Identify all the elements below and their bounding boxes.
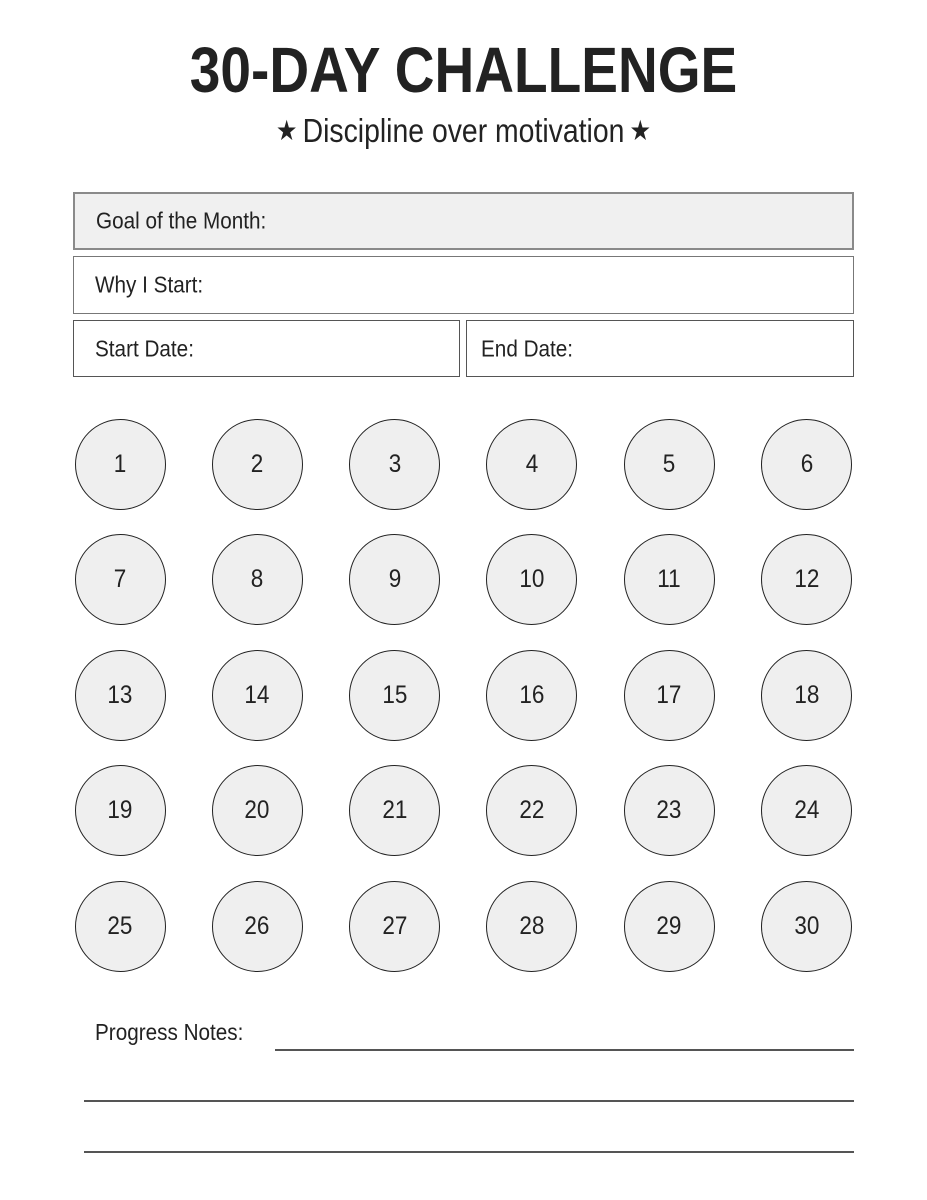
day-number: 19 xyxy=(107,796,133,824)
day-number: 4 xyxy=(525,449,539,478)
day-number: 10 xyxy=(519,565,545,593)
day-circle[interactable] xyxy=(761,419,852,510)
end-date-label: End Date: xyxy=(481,335,574,361)
day-circle[interactable] xyxy=(761,534,852,625)
day-circle[interactable] xyxy=(349,765,440,856)
day-number: 24 xyxy=(793,796,820,824)
day-circle[interactable] xyxy=(349,534,440,625)
day-number: 22 xyxy=(519,796,545,824)
notes-line[interactable] xyxy=(84,1100,854,1102)
page-title: 30-DAY CHALLENGE xyxy=(189,34,738,106)
day-number: 21 xyxy=(382,796,408,824)
day-circle[interactable] xyxy=(349,419,440,510)
goal-field[interactable] xyxy=(73,192,854,250)
day-circle[interactable] xyxy=(75,534,166,625)
notes-line[interactable] xyxy=(275,1049,854,1051)
day-circle[interactable] xyxy=(212,534,303,625)
day-circle[interactable] xyxy=(486,765,577,856)
notes-line[interactable] xyxy=(84,1151,854,1153)
day-circle[interactable] xyxy=(212,419,303,510)
end-date-field[interactable] xyxy=(466,320,854,377)
day-number: 18 xyxy=(793,680,820,709)
day-number: 15 xyxy=(382,680,408,709)
day-number: 16 xyxy=(519,680,545,709)
day-number: 3 xyxy=(388,449,401,478)
day-number: 5 xyxy=(662,449,676,478)
day-circle[interactable] xyxy=(624,534,715,625)
day-circle[interactable] xyxy=(349,650,440,741)
day-number: 26 xyxy=(244,911,270,940)
day-circle[interactable] xyxy=(624,881,715,972)
why-field[interactable] xyxy=(73,256,854,314)
day-number: 12 xyxy=(793,565,820,593)
day-number: 28 xyxy=(519,911,545,940)
day-number: 6 xyxy=(800,449,813,478)
day-circle[interactable] xyxy=(624,765,715,856)
day-circle[interactable] xyxy=(624,419,715,510)
day-number: 11 xyxy=(657,565,681,593)
start-date-field[interactable] xyxy=(73,320,460,377)
goal-label: Goal of the Month: xyxy=(96,207,267,234)
day-number: 8 xyxy=(251,565,264,593)
day-number: 29 xyxy=(656,911,682,940)
why-label: Why I Start: xyxy=(95,271,204,298)
day-number: 20 xyxy=(244,796,270,824)
day-number: 23 xyxy=(656,796,682,824)
day-circle[interactable] xyxy=(212,765,303,856)
day-number: 9 xyxy=(388,565,401,593)
start-date-label: Start Date: xyxy=(95,335,194,361)
day-number: 30 xyxy=(793,911,820,940)
day-circle[interactable] xyxy=(486,419,577,510)
day-number: 27 xyxy=(382,911,408,940)
day-circle[interactable] xyxy=(761,650,852,741)
subtitle-text: Discipline over motivation xyxy=(302,112,625,149)
day-circle[interactable] xyxy=(75,881,166,972)
day-circle[interactable] xyxy=(486,534,577,625)
day-circle[interactable] xyxy=(486,650,577,741)
day-number: 7 xyxy=(113,565,127,593)
day-circle[interactable] xyxy=(761,765,852,856)
day-circle[interactable] xyxy=(486,881,577,972)
day-number: 13 xyxy=(107,680,133,709)
day-number: 17 xyxy=(656,680,682,709)
day-circle[interactable] xyxy=(75,765,166,856)
day-circle[interactable] xyxy=(624,650,715,741)
day-circle[interactable] xyxy=(75,650,166,741)
day-number: 2 xyxy=(251,449,264,478)
progress-notes-label: Progress Notes: xyxy=(95,1019,244,1045)
star-icon: ★ xyxy=(275,115,298,146)
subtitle xyxy=(65,110,862,152)
day-number: 25 xyxy=(107,911,133,940)
day-number: 14 xyxy=(244,680,270,709)
star-icon: ★ xyxy=(629,115,652,146)
day-number: 1 xyxy=(113,449,127,478)
day-circle[interactable] xyxy=(212,881,303,972)
day-circle[interactable] xyxy=(349,881,440,972)
day-circle[interactable] xyxy=(212,650,303,741)
day-circle[interactable] xyxy=(761,881,852,972)
day-circle[interactable] xyxy=(75,419,166,510)
